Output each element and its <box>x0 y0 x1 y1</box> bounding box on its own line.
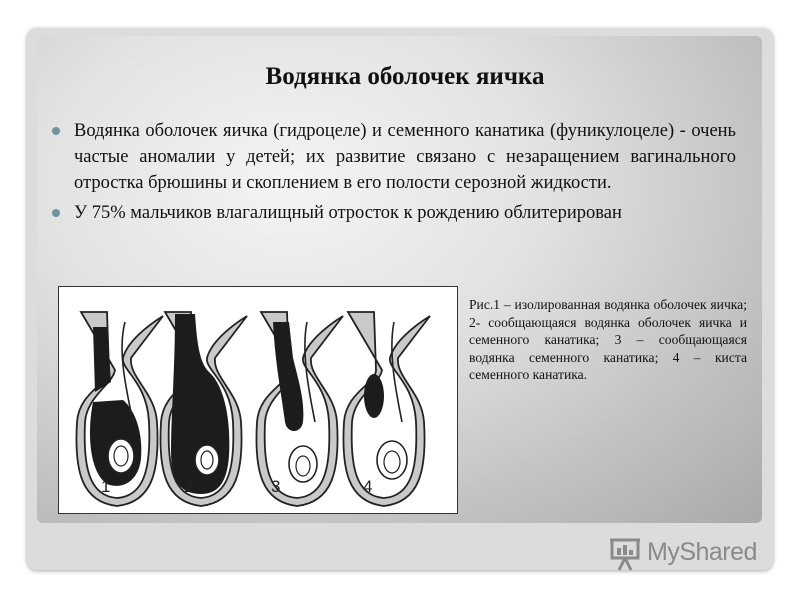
figure-label-2: 2 <box>184 477 194 496</box>
watermark <box>607 535 772 573</box>
bullet-dot-icon <box>52 209 60 217</box>
hydrocele-figure <box>58 286 458 514</box>
diagram-1 <box>76 312 163 506</box>
bullet-item <box>52 118 736 196</box>
slide-title: Водянка оболочек яичка <box>265 63 545 90</box>
figure-label-1: 1 <box>101 477 111 496</box>
figure-label-4: 4 <box>363 477 373 496</box>
figure-caption: Рис.1 – изолированная водянка оболочек яичка; 2- сообщающаяся водянка оболочек яичка и семенного канатика; 3 – сообщающаяся водянка семенного канатика; 4 – киста семенного канатика. <box>469 297 747 382</box>
diagram-2 <box>160 312 247 506</box>
presentation-board-icon <box>609 536 643 572</box>
watermark-brand: MyShared <box>647 538 757 566</box>
bullet-text: У 75% мальчиков влагалищный отросток к рождению облитерирован <box>74 203 622 223</box>
figure-label-3: 3 <box>271 477 281 496</box>
bullet-text: Водянка оболочек яичка (гидроцеле) и семенного канатика (фуникулоцеле) - очень частые аномалии у детей; их развитие связано с незаращением вагинального отростка брюшины и скоплением в его полости серозной жидкости. <box>74 121 736 193</box>
hydrocele-diagram <box>59 287 457 513</box>
diagram-4 <box>343 312 430 506</box>
bullet-dot-icon <box>52 127 60 135</box>
diagram-3 <box>256 312 343 506</box>
bullet-list <box>52 118 736 230</box>
bullet-item <box>52 200 736 226</box>
